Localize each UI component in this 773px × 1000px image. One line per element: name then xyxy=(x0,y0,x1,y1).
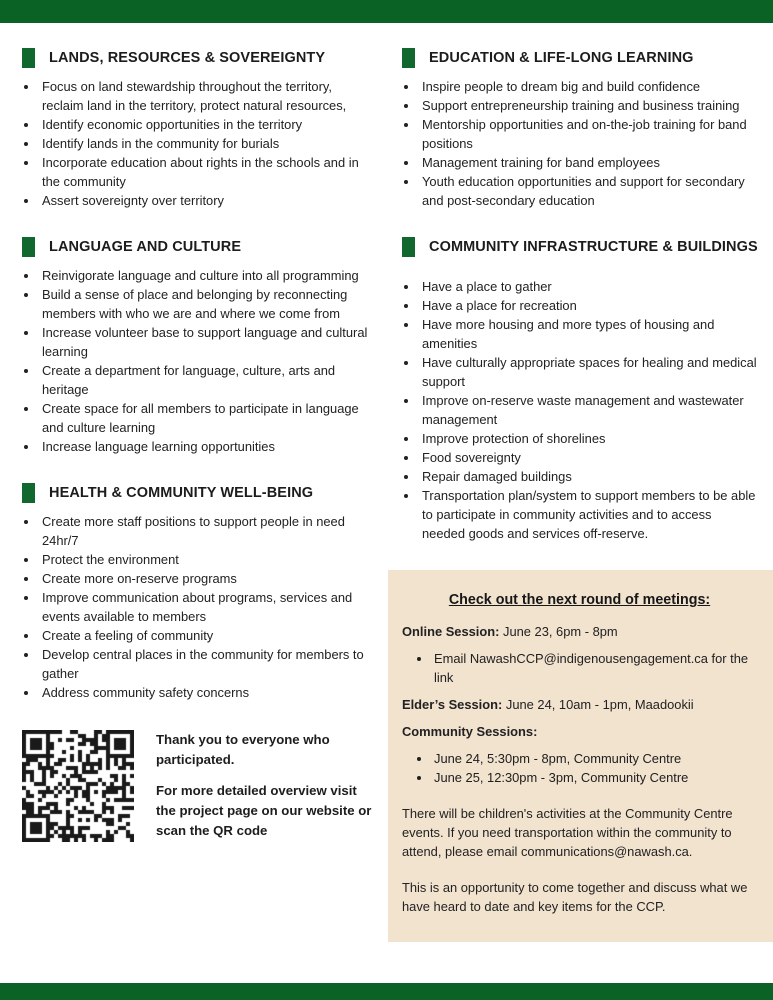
section-language-culture xyxy=(22,237,374,456)
bullet-item: • Create a feeling of community xyxy=(39,626,374,645)
online-session-bullets xyxy=(402,649,757,687)
bullet-item: • Mentorship opportunities and on-the-job training for band positions xyxy=(419,115,757,153)
bullet-item: • Identify lands in the community for burials xyxy=(39,134,374,153)
elders-session-line xyxy=(402,695,757,714)
community-sessions-bullets xyxy=(402,749,757,787)
bullet-item: • Assert sovereignty over territory xyxy=(39,191,374,210)
bullet-item: • Food sovereignty xyxy=(419,448,757,467)
section-title: HEALTH & COMMUNITY WELL-BEING xyxy=(49,485,314,501)
section-header xyxy=(22,48,374,68)
section-title: LANGUAGE AND CULTURE xyxy=(49,239,242,255)
bullet-item: • Increase volunteer base to support language and cultural learning xyxy=(39,323,374,361)
elders-session-label: Elder’s Session: xyxy=(402,697,503,712)
bullet-list xyxy=(22,512,374,702)
green-accent-bar xyxy=(22,483,35,503)
qr-block xyxy=(22,730,374,842)
community-sessions-label: Community Sessions: xyxy=(402,724,538,739)
online-session-value: June 23, 6pm - 8pm xyxy=(499,624,618,639)
bullet-list xyxy=(388,77,773,210)
bullet-list xyxy=(22,266,374,456)
bullet-item: • Email NawashCCP@indigenousengagement.ca for the link xyxy=(432,649,757,687)
bottom-green-bar xyxy=(0,983,773,1000)
bullet-item: • Improve communication about programs, services and events available to members xyxy=(39,588,374,626)
green-accent-bar xyxy=(402,48,415,68)
bullet-list xyxy=(22,77,374,210)
bullet-item: • Address community safety concerns xyxy=(39,683,374,702)
section-header xyxy=(388,237,773,257)
bullet-item: • Build a sense of place and belonging by reconnecting members with who we are and where we come from xyxy=(39,285,374,323)
bullet-item: • Create more staff positions to support people in need 24hr/7 xyxy=(39,512,374,550)
section-title: EDUCATION & LIFE-LONG LEARNING xyxy=(429,50,694,66)
bullet-item: • Have a place for recreation xyxy=(419,296,757,315)
bullet-item: • Support entrepreneurship training and business training xyxy=(419,96,757,115)
online-session-line xyxy=(402,622,757,641)
bullet-item: • Create a department for language, culture, arts and heritage xyxy=(39,361,374,399)
bullet-item: • Incorporate education about rights in the schools and in the community xyxy=(39,153,374,191)
bullet-item: • Improve protection of shorelines xyxy=(419,429,757,448)
bullet-item: • June 24, 5:30pm - 8pm, Community Centre xyxy=(432,749,757,768)
bullet-item: • Have a place to gather xyxy=(419,277,757,296)
bullet-item: • Identify economic opportunities in the territory xyxy=(39,115,374,134)
section-title: LANDS, RESOURCES & SOVEREIGNTY xyxy=(49,50,326,66)
section-lands-resources-sovereignty xyxy=(22,48,374,210)
panel-note-opportunity: This is an opportunity to come together and discuss what we have heard to date and key items for the CCP. xyxy=(402,880,748,914)
right-column xyxy=(388,48,773,942)
section-education-learning xyxy=(388,48,773,210)
bullet-item: • Focus on land stewardship throughout the territory, reclaim land in the territory, protect natural resources, xyxy=(39,77,374,115)
bullet-item: • Increase language learning opportunities xyxy=(39,437,374,456)
meetings-panel-title: Check out the next round of meetings: xyxy=(448,592,711,608)
section-header xyxy=(22,483,374,503)
bullet-item: • Have more housing and more types of housing and amenities xyxy=(419,315,757,353)
online-session-label: Online Session: xyxy=(402,624,500,639)
bullet-item: • Develop central places in the community for members to gather xyxy=(39,645,374,683)
green-accent-bar xyxy=(22,48,35,68)
section-infrastructure-buildings xyxy=(388,237,773,543)
bullet-item: • Protect the environment xyxy=(39,550,374,569)
qr-note xyxy=(156,730,374,841)
bullet-item: • Youth education opportunities and support for secondary and post-secondary education xyxy=(419,172,757,210)
bullet-item: • Improve on-reserve waste management and wastewater management xyxy=(419,391,757,429)
top-green-bar xyxy=(0,0,773,23)
section-header xyxy=(388,48,773,68)
qr-code xyxy=(22,730,134,842)
section-title: COMMUNITY INFRASTRUCTURE & BUILDINGS xyxy=(429,239,758,255)
qr-note-detail: For more detailed overview visit the project page on our website or scan the QR code xyxy=(156,783,372,838)
elders-session-value: June 24, 10am - 1pm, Maadookii xyxy=(502,697,694,712)
section-health-wellbeing xyxy=(22,483,374,702)
bullet-list xyxy=(388,277,773,543)
section-header xyxy=(22,237,374,257)
bullet-item: • June 25, 12:30pm - 3pm, Community Centre xyxy=(432,768,757,787)
meetings-panel xyxy=(388,570,773,942)
left-column xyxy=(22,48,374,942)
green-accent-bar xyxy=(402,237,415,257)
bullet-item: • Create space for all members to participate in language and culture learning xyxy=(39,399,374,437)
bullet-item: • Inspire people to dream big and build confidence xyxy=(419,77,757,96)
bullet-item: • Have culturally appropriate spaces for healing and medical support xyxy=(419,353,757,391)
bullet-item: • Management training for band employees xyxy=(419,153,757,172)
panel-note-children: There will be children's activities at the Community Centre events. If you need transportation within the community to attend, please email communications@nawash.ca. xyxy=(402,806,733,859)
bullet-item: • Create more on-reserve programs xyxy=(39,569,374,588)
green-accent-bar xyxy=(22,237,35,257)
bullet-item: • Reinvigorate language and culture into all programming xyxy=(39,266,374,285)
bullet-item: • Repair damaged buildings xyxy=(419,467,757,486)
bullet-item: • Transportation plan/system to support members to be able to participate in community activities and to access needed goods and services off-reserve. xyxy=(419,486,757,543)
qr-note-thanks: Thank you to everyone who participated. xyxy=(156,732,330,767)
community-sessions-line xyxy=(402,722,757,741)
